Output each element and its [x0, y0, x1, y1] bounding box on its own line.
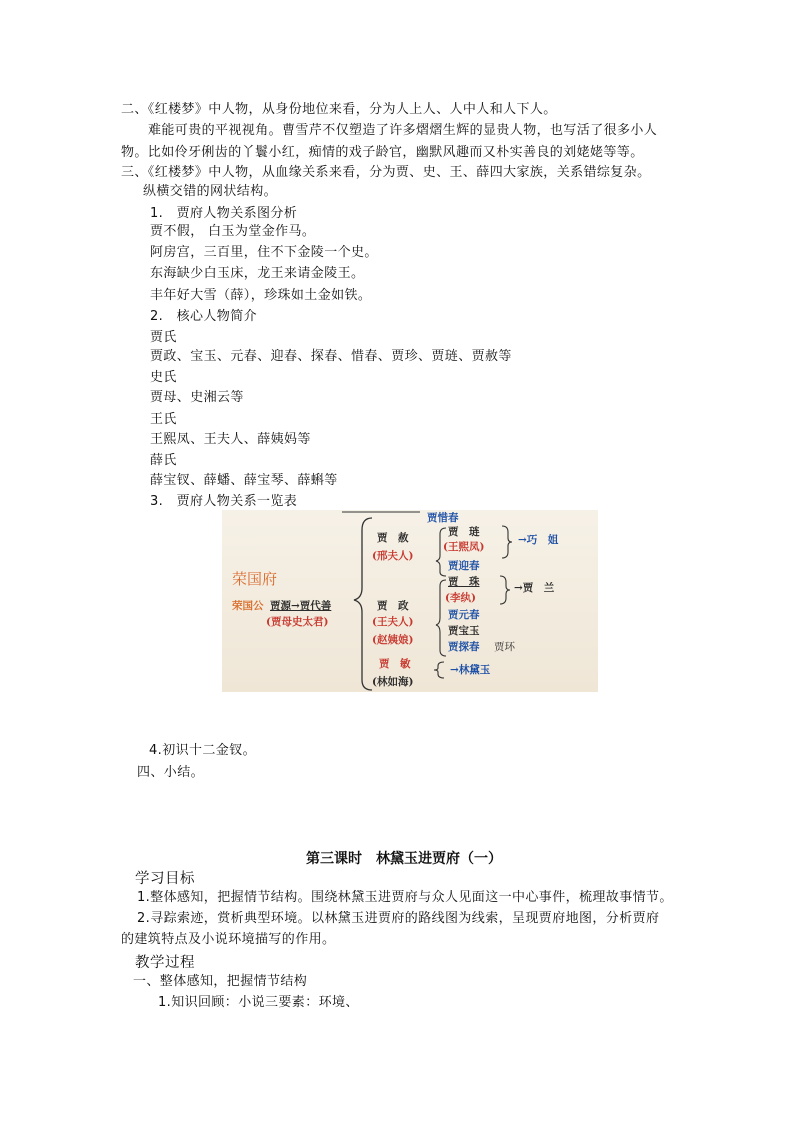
text-line: 四、小结。	[137, 765, 205, 780]
step-item: 1.知识回顾：小说三要素：环境、	[158, 995, 359, 1010]
text-line: 王熙凤、王夫人、薛姨妈等	[150, 432, 311, 447]
text-line: 贾不假， 白玉为堂金作马。	[150, 224, 316, 239]
node-wang-furen: (王夫人)	[372, 616, 414, 628]
text-line: 二、《红楼梦》中人物，从身份地位来看，分为人上人、人中人和人下人。	[121, 102, 557, 117]
node-lin-daiyu: →林黛玉	[450, 664, 491, 676]
node-qiao-jie: →巧 姐	[518, 534, 559, 546]
node-jia-lian: 贾 琏	[448, 526, 480, 538]
node-xing-furen: (邢夫人)	[372, 550, 414, 562]
node-wang-xifeng: (王熙凤)	[443, 541, 485, 553]
node-jia-zhu: 贾 珠	[448, 576, 480, 588]
node-zhao-yiniang: (赵姨娘)	[372, 634, 414, 646]
family-tree-diagram	[222, 510, 598, 692]
node-jia-zheng: 贾 政	[377, 600, 409, 612]
text-line: 1. 贾府人物关系图分析	[150, 206, 298, 221]
node-jia-tanchun: 贾探春	[448, 641, 480, 653]
node-jia-lan: →贾 兰	[514, 582, 555, 594]
text-line: 贾政、宝玉、元春、迎春、探春、惜春、贾珍、贾琏、贾赦等	[150, 349, 512, 364]
text-line: 薛氏	[150, 453, 177, 468]
text-line: 3. 贾府人物关系一览表	[150, 494, 298, 509]
node-li-wan: (李纨)	[445, 592, 476, 604]
text-line: 薛宝钗、薛蟠、薛宝琴、薛蝌等	[150, 473, 338, 488]
node-jia-yingchun: 贾迎春	[448, 560, 480, 572]
goal-item: 1.整体感知，把握情节结构。围绕林黛玉进贾府与众人见面这一中心事件，梳理故事情节。	[137, 890, 673, 905]
text-line: 物。比如伶牙俐齿的丫鬟小红，痴情的戏子龄官，幽默风趣而又朴实善良的刘姥姥等等。	[121, 145, 644, 160]
node-jia-she: 贾 赦	[377, 532, 409, 544]
text-line: 2. 核心人物简介	[150, 309, 258, 324]
node-jia-baoyu: 贾宝玉	[448, 625, 480, 637]
node-jia-yuanchun: 贾元春	[448, 609, 480, 621]
text-line: 贾氏	[150, 330, 177, 345]
node-jia-yuan-daishan: 贾源→贾代善	[270, 600, 332, 612]
node-lin-ruhai: (林如海)	[372, 676, 414, 688]
text-line: 史氏	[150, 370, 177, 385]
process-heading: 教学过程	[135, 955, 195, 971]
text-line: 阿房宫，三百里，住不下金陵一个史。	[150, 245, 378, 260]
goal-item: 2.寻踪索迹，赏析典型环境。以林黛玉进贾府的路线图为线索，呈现贾府地图，分析贾府	[137, 911, 660, 926]
goal-item: 的建筑特点及小说环境描写的作用。	[121, 932, 336, 947]
node-jia-min: 贾 敏	[379, 658, 411, 670]
text-line: 难能可贵的平视视角。曹雪芹不仅塑造了许多熠熠生辉的显贵人物，也写活了很多小人	[148, 123, 658, 138]
text-line: 三、《红楼梦》中人物，从血缘关系来看，分为贾、史、王、薛四大家族，关系错综复杂。	[121, 165, 651, 180]
node-rongguofu: 荣国府	[232, 570, 278, 588]
node-rongguogong: 荣国公	[232, 600, 264, 612]
text-line: 4.初识十二金钗。	[149, 743, 257, 758]
node-jia-mu: (贾母史太君)	[266, 616, 329, 628]
text-line: 东海缺少白玉床，龙王来请金陵王。	[150, 266, 365, 281]
text-line: 王氏	[150, 412, 177, 427]
lesson-title: 第三课时 林黛玉进贾府（一）	[306, 851, 502, 867]
text-line: 贾母、史湘云等	[150, 390, 244, 405]
node-jia-huan: 贾环	[494, 641, 515, 653]
text-line: 丰年好大雪（薛），珍珠如土金如铁。	[150, 288, 372, 303]
text-line: 纵横交错的网状结构。	[143, 184, 278, 199]
step-item: 一、整体感知，把握情节结构	[133, 974, 308, 989]
node-jia-xichun: 贾惜春	[427, 512, 459, 524]
goals-heading: 学习目标	[135, 871, 195, 887]
